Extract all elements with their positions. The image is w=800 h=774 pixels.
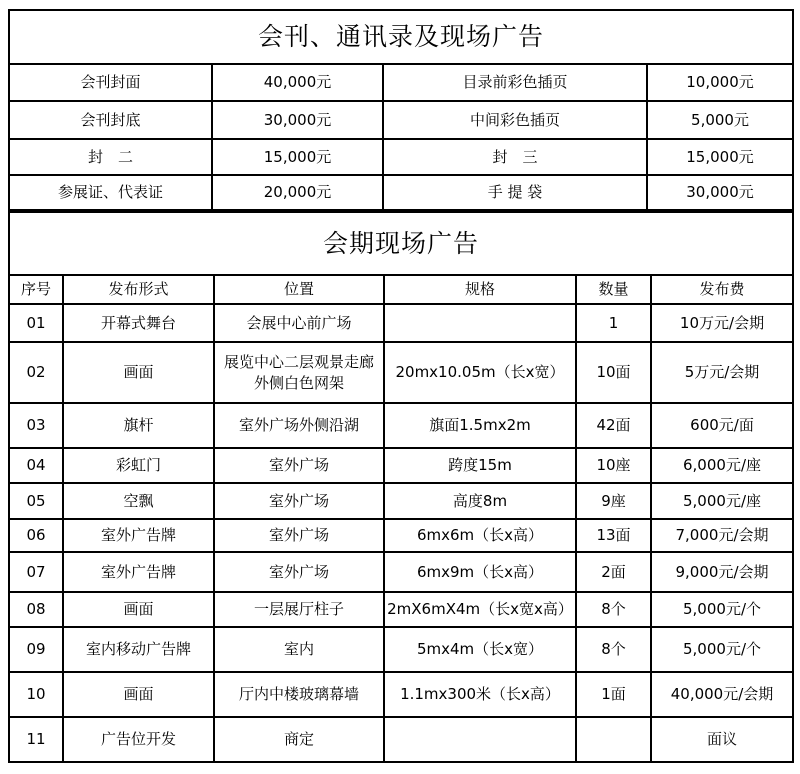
serial-cell: 08 bbox=[9, 592, 63, 627]
item-cell: 手 提 袋 bbox=[383, 175, 647, 210]
quantity-cell: 10面 bbox=[576, 342, 651, 403]
quantity-cell: 9座 bbox=[576, 483, 651, 519]
serial-cell: 10 bbox=[9, 672, 63, 717]
table-header-row bbox=[9, 275, 793, 304]
spec-cell: 6mx9m（长x高） bbox=[384, 552, 576, 592]
fee-cell: 5,000元/座 bbox=[651, 483, 793, 519]
table-row bbox=[9, 717, 793, 762]
location-cell: 室外广场 bbox=[214, 552, 384, 592]
spec-cell: 跨度15m bbox=[384, 448, 576, 483]
location-cell: 商定 bbox=[214, 717, 384, 762]
quantity-cell: 2面 bbox=[576, 552, 651, 592]
table-row bbox=[9, 672, 793, 717]
price-cell: 15,000元 bbox=[212, 139, 383, 175]
fee-cell: 40,000元/会期 bbox=[651, 672, 793, 717]
column-header-quantity: 数量 bbox=[576, 275, 651, 304]
spec-cell: 旗面1.5mx2m bbox=[384, 403, 576, 448]
form-cell: 空飘 bbox=[63, 483, 214, 519]
spec-cell: 5mx4m（长x宽） bbox=[384, 627, 576, 672]
table-row bbox=[9, 483, 793, 519]
item-cell: 会刊封底 bbox=[9, 101, 212, 139]
table-row bbox=[9, 592, 793, 627]
location-cell: 室外广场 bbox=[214, 448, 384, 483]
serial-cell: 06 bbox=[9, 519, 63, 552]
spec-cell bbox=[384, 304, 576, 342]
item-cell: 封 三 bbox=[383, 139, 647, 175]
quantity-cell: 10座 bbox=[576, 448, 651, 483]
column-header-fee: 发布费 bbox=[651, 275, 793, 304]
spec-cell: 1.1mx300米（长x高） bbox=[384, 672, 576, 717]
price-cell: 30,000元 bbox=[647, 175, 793, 210]
fee-cell: 5万元/会期 bbox=[651, 342, 793, 403]
location-cell: 室外广场外侧沿湖 bbox=[214, 403, 384, 448]
location-cell: 展览中心二层观景走廊外侧白色网架 bbox=[214, 342, 384, 403]
price-cell: 10,000元 bbox=[647, 64, 793, 101]
location-cell: 室内 bbox=[214, 627, 384, 672]
table-row bbox=[9, 139, 793, 175]
spec-cell bbox=[384, 717, 576, 762]
location-cell: 一层展厅柱子 bbox=[214, 592, 384, 627]
journal-table-title: 会刊、通讯录及现场广告 bbox=[9, 10, 793, 64]
location-cell: 室外广场 bbox=[214, 483, 384, 519]
serial-cell: 07 bbox=[9, 552, 63, 592]
table-row bbox=[9, 342, 793, 403]
location-cell: 厅内中楼玻璃幕墙 bbox=[214, 672, 384, 717]
quantity-cell: 8个 bbox=[576, 627, 651, 672]
quantity-cell: 1 bbox=[576, 304, 651, 342]
quantity-cell: 8个 bbox=[576, 592, 651, 627]
table-row bbox=[9, 552, 793, 592]
quantity-cell: 42面 bbox=[576, 403, 651, 448]
table-row bbox=[9, 175, 793, 210]
quantity-cell: 1面 bbox=[576, 672, 651, 717]
form-cell: 画面 bbox=[63, 342, 214, 403]
table-row bbox=[9, 627, 793, 672]
serial-cell: 09 bbox=[9, 627, 63, 672]
spec-cell: 6mx6m（长x高） bbox=[384, 519, 576, 552]
form-cell: 广告位开发 bbox=[63, 717, 214, 762]
location-cell: 会展中心前广场 bbox=[214, 304, 384, 342]
serial-cell: 01 bbox=[9, 304, 63, 342]
spec-cell: 2mX6mX4m（长x宽x高） bbox=[384, 592, 576, 627]
table-title-row bbox=[9, 10, 793, 64]
spec-cell: 高度8m bbox=[384, 483, 576, 519]
price-cell: 20,000元 bbox=[212, 175, 383, 210]
location-cell: 室外广场 bbox=[214, 519, 384, 552]
spec-cell: 20mx10.05m（长x宽） bbox=[384, 342, 576, 403]
form-cell: 画面 bbox=[63, 592, 214, 627]
serial-cell: 11 bbox=[9, 717, 63, 762]
onsite-ad-table bbox=[8, 211, 794, 763]
onsite-table-title: 会期现场广告 bbox=[9, 212, 793, 275]
form-cell: 旗杆 bbox=[63, 403, 214, 448]
column-header-serial: 序号 bbox=[9, 275, 63, 304]
fee-cell: 5,000元/个 bbox=[651, 627, 793, 672]
fee-cell: 10万元/会期 bbox=[651, 304, 793, 342]
journal-ad-table bbox=[8, 9, 794, 211]
price-cell: 40,000元 bbox=[212, 64, 383, 101]
column-header-location: 位置 bbox=[214, 275, 384, 304]
form-cell: 室外广告牌 bbox=[63, 552, 214, 592]
serial-cell: 02 bbox=[9, 342, 63, 403]
table-row bbox=[9, 403, 793, 448]
table-title-row bbox=[9, 212, 793, 275]
price-cell: 5,000元 bbox=[647, 101, 793, 139]
form-cell: 室内移动广告牌 bbox=[63, 627, 214, 672]
price-cell: 15,000元 bbox=[647, 139, 793, 175]
form-cell: 室外广告牌 bbox=[63, 519, 214, 552]
form-cell: 画面 bbox=[63, 672, 214, 717]
fee-cell: 6,000元/座 bbox=[651, 448, 793, 483]
form-cell: 开幕式舞台 bbox=[63, 304, 214, 342]
item-cell: 目录前彩色插页 bbox=[383, 64, 647, 101]
column-header-form: 发布形式 bbox=[63, 275, 214, 304]
quantity-cell: 13面 bbox=[576, 519, 651, 552]
price-cell: 30,000元 bbox=[212, 101, 383, 139]
table-row bbox=[9, 519, 793, 552]
serial-cell: 03 bbox=[9, 403, 63, 448]
table-row bbox=[9, 64, 793, 101]
fee-cell: 5,000元/个 bbox=[651, 592, 793, 627]
table-row bbox=[9, 304, 793, 342]
serial-cell: 04 bbox=[9, 448, 63, 483]
form-cell: 彩虹门 bbox=[63, 448, 214, 483]
item-cell: 参展证、代表证 bbox=[9, 175, 212, 210]
serial-cell: 05 bbox=[9, 483, 63, 519]
fee-cell: 600元/面 bbox=[651, 403, 793, 448]
fee-cell: 面议 bbox=[651, 717, 793, 762]
quantity-cell bbox=[576, 717, 651, 762]
column-header-spec: 规格 bbox=[384, 275, 576, 304]
item-cell: 会刊封面 bbox=[9, 64, 212, 101]
fee-cell: 7,000元/会期 bbox=[651, 519, 793, 552]
fee-cell: 9,000元/会期 bbox=[651, 552, 793, 592]
table-row bbox=[9, 448, 793, 483]
table-row bbox=[9, 101, 793, 139]
item-cell: 封 二 bbox=[9, 139, 212, 175]
item-cell: 中间彩色插页 bbox=[383, 101, 647, 139]
